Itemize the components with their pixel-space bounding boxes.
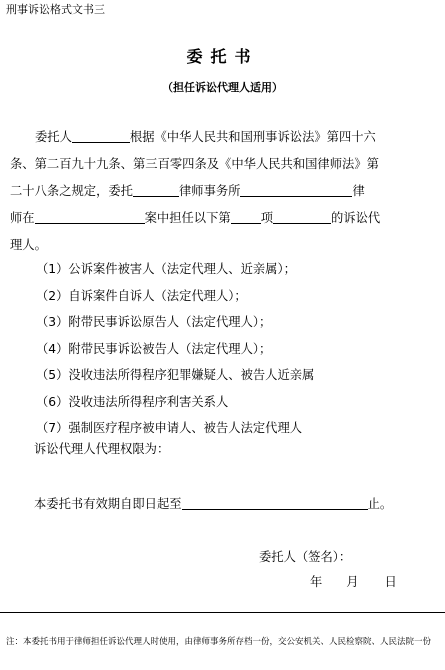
list-item: （6）没收违法所得程序利害关系人	[36, 394, 229, 409]
list-item: （5）没收违法所得程序犯罪嫌疑人、被告人近亲属	[36, 368, 315, 382]
client-label: 委托人	[35, 130, 72, 144]
date-month-label: 月	[346, 575, 359, 589]
paragraph-line-2: 条、第二百九十九条、第三百零四条及《中华人民共和国律师法》第	[10, 157, 379, 171]
list-item: （4）附带民事诉讼被告人（法定代理人）；	[36, 341, 272, 356]
paragraph-text: 二十八条之规定，委托	[10, 184, 133, 198]
footnote: 注：本委托书用于律师担任诉讼代理人时使用，由律师事务所存档一份，交公安机关、人民检察院、人民法院一份	[6, 637, 432, 647]
role-blank[interactable]	[273, 209, 331, 224]
paragraph-text: 师在	[10, 211, 35, 225]
paragraph-line-1	[10, 124, 430, 151]
document-type-label: 刑事诉讼格式文书三	[6, 3, 105, 16]
main-paragraph	[10, 124, 430, 259]
client-name-blank[interactable]	[72, 128, 130, 143]
signature-date	[310, 572, 397, 592]
expiry-date-blank[interactable]	[182, 495, 368, 510]
paragraph-text: 项	[260, 211, 274, 225]
document-subtitle: （担任诉讼代理人适用）	[162, 81, 283, 94]
item-number-blank[interactable]	[231, 209, 261, 224]
paragraph-line-3	[10, 178, 430, 205]
signature-label: 委托人（签名）：	[259, 550, 352, 564]
authority-scope-label: 诉讼代理人代理权限为：	[34, 442, 170, 456]
paragraph-line-4	[10, 205, 430, 232]
paragraph-text: 根据《中华人民共和国刑事诉讼法》第四十六	[129, 130, 376, 144]
paragraph-line-5: 理人。	[10, 238, 47, 252]
paragraph-text: 律师事务所	[178, 184, 241, 198]
list-item: （7）强制医疗程序被申请人、被告人法定代理人	[36, 421, 303, 435]
lawyer-name-blank[interactable]	[240, 182, 352, 197]
validity-suffix: 止。	[367, 497, 393, 511]
list-item: （1）公诉案件被害人（法定代理人、近亲属）；	[36, 262, 296, 276]
list-item: （3）附带民事诉讼原告人（法定代理人）；	[36, 315, 272, 329]
list-item: （2）自诉案件自诉人（法定代理人）；	[36, 288, 247, 303]
case-name-blank[interactable]	[35, 209, 145, 224]
paragraph-text: 案中担任以下第	[144, 211, 231, 225]
date-year-label: 年	[310, 575, 323, 589]
law-firm-name-blank[interactable]	[133, 182, 179, 197]
validity-prefix: 本委托书有效期自即日起至	[34, 497, 182, 511]
validity-line	[34, 494, 392, 514]
date-day-label: 日	[384, 575, 397, 589]
document-title: 委托书	[186, 47, 259, 66]
footnote-divider	[0, 612, 445, 613]
paragraph-text: 律	[352, 184, 365, 198]
paragraph-text: 的诉讼代	[331, 211, 381, 225]
agent-role-list	[36, 256, 314, 442]
